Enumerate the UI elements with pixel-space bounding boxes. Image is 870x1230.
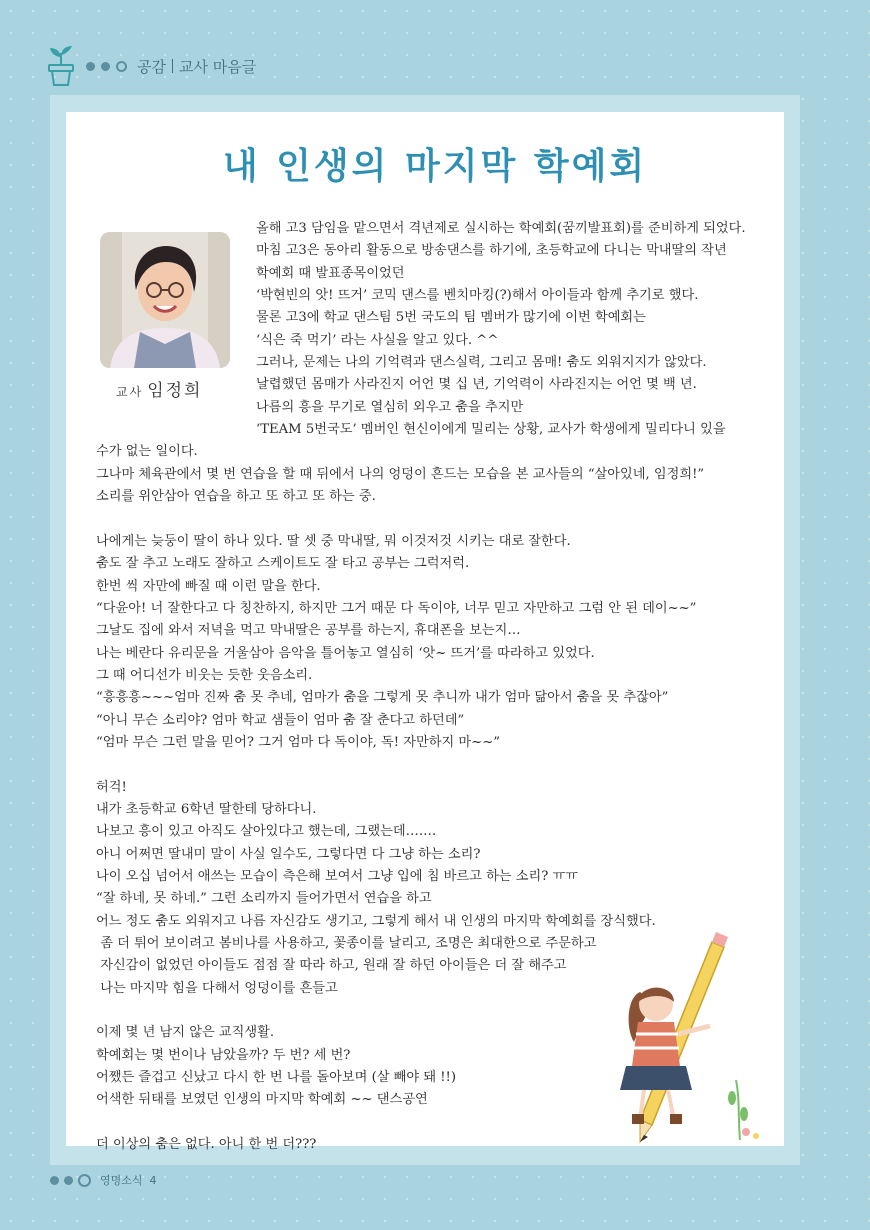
sprout-pot-icon bbox=[46, 45, 76, 87]
section-divider bbox=[172, 59, 173, 73]
footer-publication: 영명소식 bbox=[100, 1174, 143, 1187]
footer-page-number: 4 bbox=[149, 1173, 157, 1187]
subsection-label: 교사 마음글 bbox=[178, 57, 257, 76]
girl-with-pencil-illustration bbox=[570, 930, 770, 1145]
photo-spacer bbox=[96, 218, 256, 441]
section-header bbox=[46, 44, 256, 88]
author-name: 임정희 bbox=[147, 381, 203, 401]
dot-filled bbox=[101, 62, 110, 71]
dot-filled bbox=[86, 62, 95, 71]
header-dots bbox=[86, 61, 127, 72]
dot-filled bbox=[50, 1176, 59, 1185]
dot-ring bbox=[78, 1174, 91, 1187]
section-label: 공감 bbox=[137, 57, 166, 76]
article-title: 내 인생의 마지막 학예회 bbox=[222, 146, 648, 187]
dot-filled bbox=[64, 1176, 73, 1185]
page-footer bbox=[50, 1172, 157, 1188]
article-body-text: 올해 고3 담임을 맡으면서 격년제로 실시하는 학예회(꿈끼발표회)를 준비하게 되었다. 마침 고3은 동아리 활동으로 방송댄스를 하기에, 초등학교에 다니는 막내딸의 작년 학예회 때 발표종목이었던 ‘박현빈의 앗! 뜨거’ 코믹 댄스를 벤치마킹(?)해서 아이들과 함께 추기로 했다. 물론 고3에 학교 댄스팀 5번 국도의 팀 멤버가 많기에 이번 학예회는 ‘식은 죽 먹기’ 라는 사실을 알고 있다. ^^ 그러나, 문제는 나의 기억력과 댄스실력, 그리고 몸매! 춤도 외워지지가 않았다. 날렵했던 몸매가 사라진지 어언 몇 십 년, 기억력이 사라진지는 어언 몇 백 년. 나름의 흥을 무기로 열심히 외우고 춤을 추지만 ‘TEAM 5번국도’ 멤버인 현신이에게 밀리는 상황, 교사가 학생에게 밀리다니 있을 수가 없는 일이다. 그나마 체육관에서 몇 번 연습을 할 때 뒤에서 나의 엉덩이 흔드는 모습을 본 교사들의 “살아있네, 임정희!” 소리를 위안삼아 연습을 하고 또 하고 또 하는 중. 나에게는 늦둥이 딸이 하나 있다. 딸 셋 중 막내딸, 뭐 이것저것 시키는 대로 잘한다. 춤도 잘 추고 노래도 잘하고 스케이트도 잘 타고 공부는 그럭저럭. 한번 씩 자만에 빠질 때 이런 말을 한다. “다윤아! 너 잘한다고 다 칭찬하지, 하지만 그거 때문 다 독이야, 너무 믿고 자만하고 그럼 안 된 데이~~” 그날도 집에 와서 저녁을 먹고 막내딸은 공부를 하는지, 휴대폰을 보는지… 나는 베란다 유리문을 거울삼아 음악을 틀어놓고 열심히 ‘앗~ 뜨거’를 따라하고 있었다. 그 때 어디선가 비웃는 듯한 웃음소리. “흥흥흥~~~엄마 진짜 춤 못 추네, 엄마가 춤을 그렇게 못 추니까 내가 엄마 닮아서 춤을 못 추잖아” “아니 무슨 소리야? 엄마 학교 샘들이 엄마 춤 잘 춘다고 하던데” “엄마 무슨 그런 말을 믿어? 그거 엄마 다 독이야, 독! 자만하지 마~~” 허걱! 내가 초등학교 6학년 딸한테 당하다니. 나보고 흥이 있고 아직도 살아있다고 했는데, 그랬는데……. 아니 어쩌면 딸내미 말이 사실 일수도, 그렇다면 다 그냥 하는 소리? 나이 오십 넘어서 애쓰는 모습이 측은해 보여서 그냥 입에 침 바르고 하는 소리? ㅠㅠ “잘 하네, 못 하네.” 그런 소리까지 들어가면서 연습을 하고 어느 정도 춤도 외워지고 나름 자신감도 생기고, 그렇게 해서 내 인생의 마지막 학예회를 장식했다. 좀 더 튀어 보이려고 봄비나를 사용하고, 꽃종이를 날리고, 조명은 최대한으로 주문하고 자신감이 없었던 아이들도 점점 잘 따라 하고, 원래 잘 하던 아이들은 더 잘 해주고 나는 마지막 힘을 다해서 엉덩이를 흔들고 이제 몇 년 남지 않은 교직생활. 학예회는 몇 번이나 남았을까? 두 번? 세 번? 어쨌든 즐겁고 신났고 다시 한 번 나를 돌아보며 (살 빼야 돼 !!) 어색한 뒤태를 보였던 인생의 마지막 학예회 ~~ 댄스공연 더 이상의 춤은 없다. 아니 한 번 더??? bbox=[96, 221, 746, 1153]
author-role: 교사 bbox=[116, 385, 144, 399]
dot-ring bbox=[116, 61, 127, 72]
